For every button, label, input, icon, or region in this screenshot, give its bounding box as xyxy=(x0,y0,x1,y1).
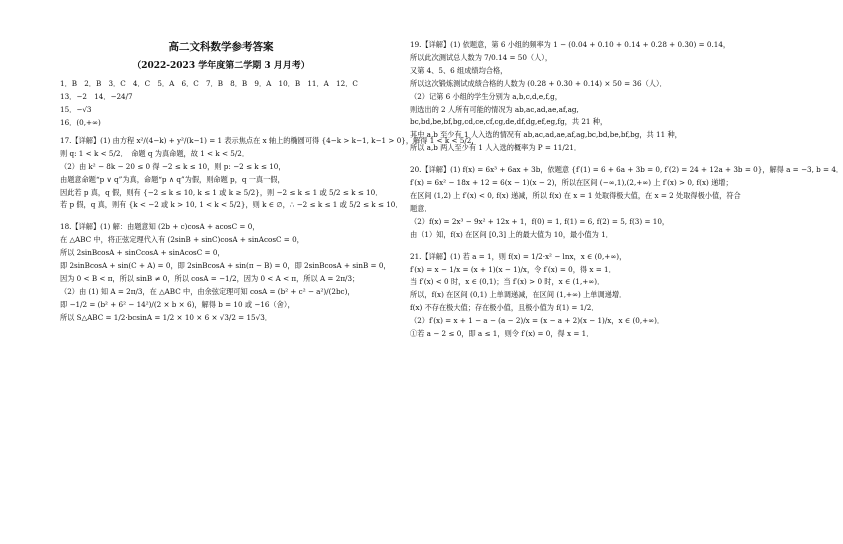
q17-line-4: 由题意命题“p ∨ q”为真，命题“p ∧ q”为假，则命题 p，q 一真一假， xyxy=(60,174,285,184)
q20-line-2: f′(x) = 6x² − 18x + 12 = 6(x − 1)(x − 2)，所以在区间 (−∞,1),(2,+∞) 上 f′(x) > 0, f(x) 递增； xyxy=(410,178,733,188)
q19-line-9: 所以 a,b 两人至少有 1 人入选的概率为 P = 11/21． xyxy=(410,143,582,153)
q19-line-2: 所以此次测试总人数为 7/0.14 = 50（人）， xyxy=(410,52,553,62)
q18-line-6: （2）由 (1) 知 A = 2π/3，在 △ABC 中，由余弦定理可知 cosA = (b² + c² − a²)/(2bc)， xyxy=(60,286,355,296)
q18-line-3: 所以 2sinBcosA + sinCcosA + sinAcosC = 0， xyxy=(60,248,225,258)
q21-line-2: f′(x) = x − 1/x = (x + 1)(x − 1)/x，令 f′(x) = 0，得 x = 1． xyxy=(410,264,616,274)
q20-line-4: 题意． xyxy=(410,203,432,213)
q21-line-7: ①若 a − 2 ≤ 0，即 a ≤ 1，则令 f′(x) = 0，得 x = 1． xyxy=(410,329,594,339)
q18-line-4: 即 2sinBcosA + sin(C + A) = 0，即 2sinBcosA + sin(π − B) = 0，即 2sinBcosA + sinB = 0， xyxy=(60,261,391,271)
q19-line-7: bc,bd,be,bf,bg,cd,ce,cf,cg,de,df,dg,ef,eg,fg，共 21 种， xyxy=(410,117,608,127)
q18-line-2: 在 △ABC 中，将正弦定理代入有 (2sinB + sinC)cosA + sinAcosC = 0， xyxy=(60,235,304,245)
document-subtitle: （2022-2023 学年度第二学期 3 月月考） xyxy=(132,61,310,72)
answer-16: 16．(0,+∞) xyxy=(60,118,101,128)
q20-line-6: 由（1）知，f(x) 在区间 [0,3] 上的最大值为 10，最小值为 1． xyxy=(410,229,613,239)
q19-line-8: 其中 a,b 至少有 1 人入选的情况有 ab,ac,ad,ae,af,ag,bc,bd,be,bf,bg，共 11 种， xyxy=(410,130,682,140)
spacer xyxy=(60,213,382,222)
q19-line-3: 又第 4、5、6 组成绩均合格， xyxy=(410,65,508,75)
q19-line-4: 所以这次锻炼测试成绩合格的人数为 (0.28 + 0.30 + 0.14) × 50 = 36（人）． xyxy=(410,78,667,88)
q17-line-6: 若 p 假，q 真，则有 {k < −2 或 k > 10, 1 < k < 5/2}，则 k ∈ ∅，∴ −2 ≤ k ≤ 1 或 5/2 ≤ k ≤ 10． xyxy=(60,200,403,210)
q19-line-5: （2）记第 6 小组的学生分别为 a,b,c,d,e,f,g， xyxy=(410,91,562,101)
q20-line-1: 20.【详解】(1) f(x) = 6x³ + 6ax + 3b，依题意 {f′(1) = 6 + 6a + 3b = 0, f′(2) = 24 + 12a + 3b = 0}，解得 a = −3, b = 4． xyxy=(410,165,843,175)
spacer xyxy=(410,243,740,252)
document-title: 高二文科数学参考答案 xyxy=(168,41,274,53)
q18-line-1: 18.【详解】(1) 解：由题意知 (2b + c)cosA + acosC = 0， xyxy=(60,222,260,232)
q21-line-3: 当 f′(x) < 0 时，x ∈ (0,1)；当 f′(x) > 0 时，x ∈ (1,+∞)． xyxy=(410,277,605,287)
q21-line-4: 所以，f(x) 在区间 (0,1) 上单调递减，在区间 (1,+∞) 上单调递增． xyxy=(410,290,627,300)
q21-line-1: 21.【详解】(1) 若 a = 1，则 f(x) = 1/2·x² − lnx，x ∈ (0,+∞)， xyxy=(410,251,627,261)
q18-line-5: 因为 0 < B < π，所以 sinB ≠ 0，所以 cosA = −1/2，因为 0 < A < π，所以 A = 2π/3； xyxy=(60,274,360,283)
q18-line-7: 即 −1/2 = (b² + 6² − 14²)/(2 × b × 6)，解得 b = 10 或 −16（舍）， xyxy=(60,299,295,309)
q19-line-6: 则选出的 2 人所有可能的情况为 ab,ac,ad,ae,af,ag, xyxy=(410,104,579,114)
q17-line-3: （2）由 k² − 8k − 20 ≤ 0 得 −2 ≤ k ≤ 10，则 p: −2 ≤ k ≤ 10， xyxy=(60,161,286,171)
q19-line-1: 19.【详解】(1) 依题意，第 6 小组的频率为 1 − (0.04 + 0.10 + 0.14 + 0.28 + 0.30) = 0.14， xyxy=(410,40,731,49)
q20-line-5: （2）f(x) = 2x³ − 9x² + 12x + 1，f(0) = 1, f(1) = 6, f(2) = 5, f(3) = 10， xyxy=(410,216,670,226)
q17-line-2: 则 q: 1 < k < 5/2． 命题 q 为真命题，故 1 < k < 5/2． xyxy=(60,148,250,158)
answers-choice: 1．B 2．B 3．C 4．C 5．A 6．C 7．B 8．B 9．A 10．B 11．A 12．C xyxy=(60,79,358,89)
q21-line-5: f(x) 不存在极大值；存在极小值，且极小值为 f(1) = 1/2． xyxy=(410,303,599,313)
q21-line-6: （2）f′(x) = x + 1 − a − (a − 2)/x = (x − a + 2)(x − 1)/x，x ∈ (0,+∞)． xyxy=(410,316,665,326)
spacer xyxy=(410,156,740,165)
q17-line-1: 17.【详解】(1) 由方程 x²/(4−k) + y²/(k−1) = 1 表示焦点在 x 轴上的椭圆可得 {4−k > k−1, k−1 > 0}，解得 1 < k < 5/2， xyxy=(60,135,479,145)
q20-line-3: 在区间 (1,2) 上 f′(x) < 0, f(x) 递减，所以 f(x) 在 x = 1 处取得极大值，在 x = 2 处取得极小值，符合 xyxy=(410,190,741,200)
answer-15: 15．−√3 xyxy=(60,105,92,115)
q18-line-8: 所以 S△ABC = 1/2·bcsinA = 1/2 × 10 × 6 × √3/2 = 15√3． xyxy=(60,312,272,322)
right-column xyxy=(410,40,843,342)
answers-13-14: 13．−2 14．−24/7 xyxy=(60,92,133,102)
q17-line-5: 因此若 p 真，q 假，则有 {−2 ≤ k ≤ 10, k ≤ 1 或 k ≥ 5/2}，则 −2 ≤ k ≤ 1 或 5/2 ≤ k ≤ 10． xyxy=(60,187,383,197)
